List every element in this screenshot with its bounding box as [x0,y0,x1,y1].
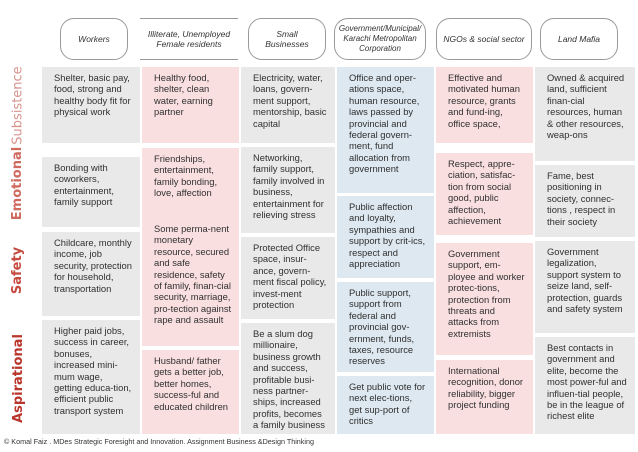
row-label-aspirational: Aspirational [10,333,26,423]
header-workers: Workers [60,18,128,60]
cell-govt-emotional: Public affection and loyalty, sympathies and support by crit-ics, respect and appreciation [337,196,434,278]
cell-small-subsistence: Electricity, water, loans, govern-ment support, mentorship, basic capital [241,67,335,143]
cell-small-emotional: Networking, family support, family involved in business, entertainment for relieving stress [241,147,335,233]
cell-ngo-emotional: Respect, appre-ciation, satisfac-tion from social good, public affection, achievement [436,153,533,235]
cell-mafia-safety: Government legalization, support system to seize land, self- protection, guards and safety system [535,241,635,333]
cell-female-safety: Some perma-nent monetary resource, secured and safe residence, safety of family, finan-cial security, marriage, pro-tection against rape and assault [142,218,239,346]
header-ngos: NGOs & social sector [436,18,532,60]
cell-female-emotional: Friendships, entertainment, family bonding, love, affection [142,148,239,218]
cell-mafia-emotional: Fame, best positioning in society, connec-tions , respect in their society [535,165,635,237]
cell-ngo-aspirational: International recognition, donor reliability, bigger project funding [436,360,533,434]
cell-female-subsistence: Healthy food, shelter, clean water, earning partner [142,67,239,143]
copyright-footer: © Komal Faiz . MDes Strategic Foresight and Innovation. Assignment Business &Design Thinking [4,437,314,446]
header-small-businesses: Small Businesses [248,18,326,60]
header-government: Government/Municipal/ Karachi Metropolitan Corporation [334,18,426,60]
cell-small-safety: Protected Office space, insur-ance, govern-ment fiscal policy, invest-ment protection [241,237,335,319]
cell-small-aspirational: Be a slum dog millionaire, business growth and success, profitable busi-ness partner-ships, increased profits, becomes a family business [241,323,335,434]
cell-workers-safety: Childcare, monthly income, job security, protection for household, transportation [42,232,140,316]
row-label-emotional: Emotional [10,146,26,220]
cell-govt-safety: Public support, support from federal and provincial gov-ernment, funds, taxes, resource reserves [337,282,434,372]
cell-ngo-subsistence: Effective and motivated human resource, grants and fund-ing, office space, [436,67,533,143]
cell-workers-aspirational: Higher paid jobs, success in career, bonuses, increased mini-mum wage, getting educa-tion, efficient public transport system [42,320,140,434]
row-label-safety: Safety [10,246,26,295]
header-land-mafia: Land Mafia [540,18,618,60]
cell-govt-subsistence: Office and oper-ations space, human resource, laws passed by provincial and federal govern-ment, fund allocation from government [337,67,434,193]
cell-workers-emotional: Bonding with coworkers, entertainment, family support [42,157,140,227]
cell-ngo-safety: Government support, em-ployee and worker protec-tions, protection from threats and attacks from extremists [436,243,533,355]
cell-workers-subsistence: Shelter, basic pay, food, strong and healthy body fit for physical work [42,67,140,143]
cell-mafia-aspirational: Best contacts in government and elite, become the most power-ful and influen-tial people, be in the league of richest elite [535,337,635,434]
cell-mafia-subsistence: Owned & acquired land, sufficient finan-cial resources, human & other resources, weap-ons [535,67,635,161]
header-illiterate-unemployed-female: Illiterate, Unemployed Female residents [140,18,238,60]
row-label-subsistence: Subsistence [10,65,26,145]
cell-female-aspirational: Husband/ father gets a better job, better homes, success-ful and educated children [142,350,239,434]
cell-govt-aspirational: Get public vote for next elec-tions, get sup-port of critics [337,376,434,434]
